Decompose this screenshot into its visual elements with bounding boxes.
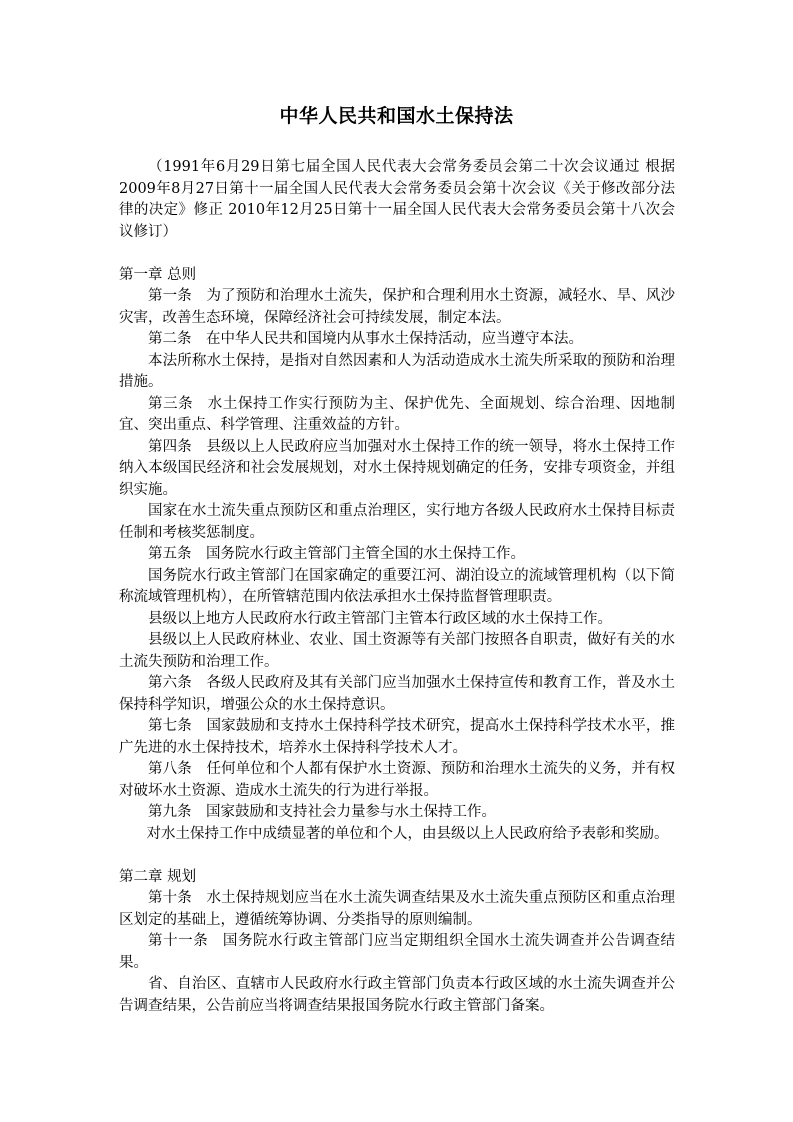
article-10 <box>119 888 675 931</box>
paragraph: 省、自治区、直辖市人民政府水行政主管部门负责本行政区域的水土流失调查并公告调查结果，公告前应当将调查结果报国务院水行政主管部门备案。 <box>119 976 675 1014</box>
article-text: 国务院水行政主管部门应当定期组织全国水土流失调查并公告调查结果。 <box>119 933 676 971</box>
article-text: 在中华人民共和国境内从事水土保持活动，应当遵守本法。 <box>206 331 583 347</box>
article-label: 第一条 <box>148 288 192 304</box>
article-5 <box>119 544 675 566</box>
paragraph: 对水土保持工作中成绩显著的单位和个人，由县级以上人民政府给予表彰和奖励。 <box>146 825 669 842</box>
article-label: 第二条 <box>148 331 192 347</box>
article-label: 第十一条 <box>148 933 209 949</box>
spacer <box>119 243 675 265</box>
preamble: （1991年6月29日第七届全国人民代表大会常务委员会第二十次会议通过 根据2009年8月27日第十一届全国人民代表大会常务委员会第十次会议《关于修改部分法律的决定》修正 2010年12月25日第十一届全国人民代表大会常务委员会第十八次会议修订） <box>119 159 675 240</box>
article-label: 第九条 <box>148 804 192 820</box>
article-label: 第七条 <box>148 718 192 734</box>
paragraph: 县级以上人民政府林业、农业、国土资源等有关部门按照各自职责，做好有关的水土流失预防和治理工作。 <box>119 632 675 670</box>
article-2 <box>119 329 675 351</box>
article-label: 第四条 <box>148 438 192 455</box>
article-3 <box>119 394 675 437</box>
article-6 <box>119 673 675 716</box>
article-label: 第十条 <box>148 890 192 906</box>
article-7 <box>119 716 675 759</box>
article-text: 为了预防和治理水土流失，保护和合理利用水土资源，减轻水、旱、风沙灾害，改善生态环境，保障经济社会可持续发展，制定本法。 <box>119 288 676 326</box>
paragraph: 本法所称水土保持，是指对自然因素和人为活动造成水土流失所采取的预防和治理措施。 <box>119 352 675 390</box>
article-text: 县级以上人民政府应当加强对水土保持工作的统一领导，将水土保持工作纳入本级国民经济和社会发展规划，对水土保持规划确定的任务，安排专项资金，并组织实施。 <box>119 438 676 498</box>
document-body <box>119 157 675 1017</box>
chapter-heading: 第一章 总则 <box>119 266 197 283</box>
chapter-heading: 第二章 规划 <box>119 868 197 885</box>
article-4 <box>119 437 675 502</box>
article-label: 第五条 <box>148 546 192 562</box>
article-text: 国务院水行政主管部门主管全国的水土保持工作。 <box>206 546 525 562</box>
paragraph: 国家在水土流失重点预防区和重点治理区，实行地方各级人民政府水土保持目标责任制和考核奖惩制度。 <box>119 503 675 541</box>
article-text: 各级人民政府及其有关部门应当加强水土保持宣传和教育工作，普及水土保持科学知识，增强公众的水土保持意识。 <box>119 675 676 713</box>
article-text: 国家鼓励和支持水土保持科学技术研究，提高水土保持科学技术水平，推广先进的水土保持技术，培养水土保持科学技术人才。 <box>119 718 676 756</box>
paragraph: 国务院水行政主管部门在国家确定的重要江河、湖泊设立的流域管理机构（以下简称流域管理机构），在所管辖范围内依法承担水土保持监督管理职责。 <box>119 567 675 605</box>
article-text: 水土保持工作实行预防为主、保护优先、全面规划、综合治理、因地制宜、突出重点、科学管理、注重效益的方针。 <box>119 395 676 433</box>
article-text: 国家鼓励和支持社会力量参与水土保持工作。 <box>206 804 496 820</box>
article-9 <box>119 802 675 824</box>
article-text: 水土保持规划应当在水土流失调查结果及水土流失重点预防区和重点治理区划定的基础上，遵循统筹协调、分类指导的原则编制。 <box>119 890 676 928</box>
document-title: 中华人民共和国水土保持法 <box>279 105 514 127</box>
article-8 <box>119 759 675 802</box>
spacer <box>119 845 675 867</box>
article-label: 第三条 <box>148 395 194 412</box>
article-1 <box>119 286 675 329</box>
article-11 <box>119 931 675 974</box>
paragraph: 县级以上地方人民政府水行政主管部门主管本行政区域的水土保持工作。 <box>148 610 612 627</box>
article-text: 任何单位和个人都有保护水土资源、预防和治理水土流失的义务，并有权对破坏水土资源、造成水土流失的行为进行举报。 <box>119 761 676 799</box>
article-label: 第八条 <box>148 761 192 777</box>
article-label: 第六条 <box>148 675 192 691</box>
